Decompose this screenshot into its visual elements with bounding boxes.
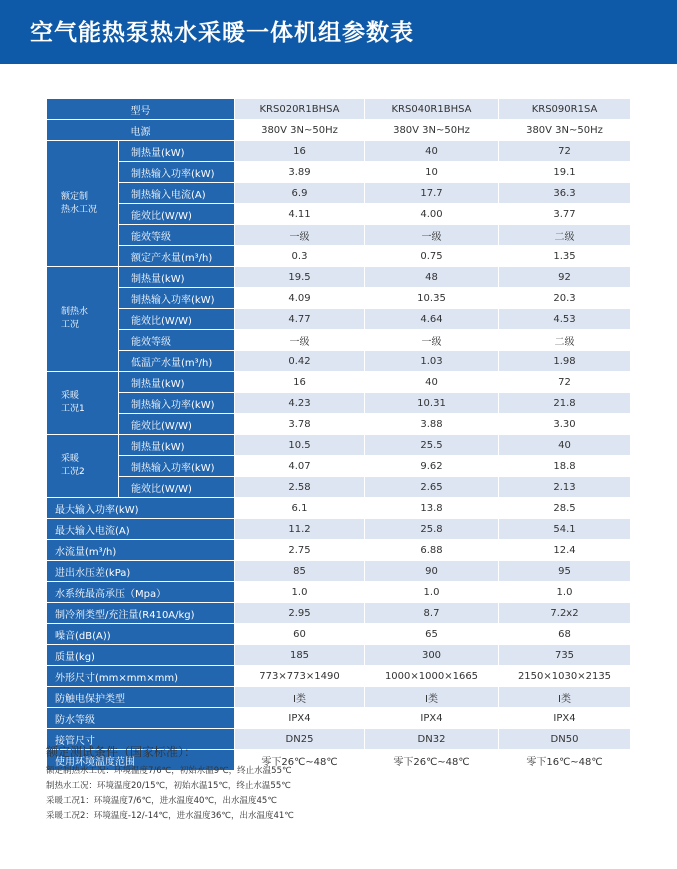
row-group-label: 采暖 工况1 xyxy=(47,372,119,435)
cell-value: 60 xyxy=(235,624,365,645)
row-label: 制冷剂类型/充注量(R410A/kg) xyxy=(47,603,235,624)
table-row xyxy=(47,414,631,435)
row-group-label: 制热水 工况 xyxy=(47,267,119,372)
cell-value: 92 xyxy=(499,267,631,288)
test-condition-line: 采暖工况1：环境温度7/6℃，进水温度40℃，出水温度45℃ xyxy=(46,796,277,806)
cell-value: 65 xyxy=(365,624,499,645)
cell-value: 1.98 xyxy=(499,351,631,372)
cell-value: 3.30 xyxy=(499,414,631,435)
row-label: 制热量(kW) xyxy=(119,435,235,456)
power-value: 380V 3N~50Hz xyxy=(235,120,365,141)
cell-value: 4.23 xyxy=(235,393,365,414)
cell-value: 2.95 xyxy=(235,603,365,624)
power-label: 电源 xyxy=(47,120,235,141)
table-row xyxy=(47,603,631,624)
cell-value: 21.8 xyxy=(499,393,631,414)
spec-table xyxy=(46,98,631,771)
cell-value: 25.5 xyxy=(365,435,499,456)
table-row xyxy=(47,561,631,582)
cell-value: 735 xyxy=(499,645,631,666)
row-group-label: 采暖 工况2 xyxy=(47,435,119,498)
table-row xyxy=(47,708,631,729)
cell-value: 10.5 xyxy=(235,435,365,456)
row-label: 制热输入电流(A) xyxy=(119,183,235,204)
model-label: 型号 xyxy=(47,99,235,120)
cell-value: 54.1 xyxy=(499,519,631,540)
cell-value: DN25 xyxy=(235,729,365,750)
cell-value: 10.35 xyxy=(365,288,499,309)
model-name: KRS090R1SA xyxy=(499,99,631,120)
cell-value: 72 xyxy=(499,141,631,162)
row-label: 能效比(W/W) xyxy=(119,414,235,435)
cell-value: IPX4 xyxy=(365,708,499,729)
cell-value: DN32 xyxy=(365,729,499,750)
model-name: KRS040R1BHSA xyxy=(365,99,499,120)
cell-value: 1.0 xyxy=(235,582,365,603)
cell-value: 68 xyxy=(499,624,631,645)
cell-value: 0.75 xyxy=(365,246,499,267)
cell-value: 3.89 xyxy=(235,162,365,183)
cell-value: 7.2x2 xyxy=(499,603,631,624)
title-banner xyxy=(0,0,677,64)
cell-value: 773×773×1490 xyxy=(235,666,365,687)
row-label: 制热输入功率(kW) xyxy=(119,288,235,309)
cell-value: 12.4 xyxy=(499,540,631,561)
cell-value: 11.2 xyxy=(235,519,365,540)
table-row xyxy=(47,330,631,351)
row-label: 能效比(W/W) xyxy=(119,204,235,225)
cell-value: 二级 xyxy=(499,225,631,246)
row-label: 能效比(W/W) xyxy=(119,309,235,330)
cell-value: 4.53 xyxy=(499,309,631,330)
cell-value: 2.75 xyxy=(235,540,365,561)
cell-value: 3.78 xyxy=(235,414,365,435)
table-row xyxy=(47,435,631,456)
row-label: 最大输入电流(A) xyxy=(47,519,235,540)
cell-value: 16 xyxy=(235,141,365,162)
cell-value: 17.7 xyxy=(365,183,499,204)
table-row xyxy=(47,456,631,477)
cell-value: 4.09 xyxy=(235,288,365,309)
cell-value: 300 xyxy=(365,645,499,666)
cell-value: 零下26℃~48℃ xyxy=(235,750,365,771)
table-row xyxy=(47,288,631,309)
table-row xyxy=(47,393,631,414)
cell-value: 0.42 xyxy=(235,351,365,372)
cell-value: 4.00 xyxy=(365,204,499,225)
row-label: 制热量(kW) xyxy=(119,372,235,393)
table-row xyxy=(47,351,631,372)
cell-value: 1.0 xyxy=(365,582,499,603)
cell-value: 6.88 xyxy=(365,540,499,561)
test-condition-line: 采暖工况2：环境温度-12/-14℃，进水温度36℃，出水温度41℃ xyxy=(46,811,294,821)
power-value: 380V 3N~50Hz xyxy=(365,120,499,141)
row-label: 接管尺寸 xyxy=(47,729,235,750)
model-name: KRS020R1BHSA xyxy=(235,99,365,120)
cell-value: 40 xyxy=(365,141,499,162)
table-row xyxy=(47,666,631,687)
table-header-row xyxy=(47,99,631,120)
row-label: 能效等级 xyxy=(119,330,235,351)
cell-value: 10 xyxy=(365,162,499,183)
cell-value: 9.62 xyxy=(365,456,499,477)
table-row xyxy=(47,540,631,561)
table-row xyxy=(47,687,631,708)
row-label: 噪音(dB(A)) xyxy=(47,624,235,645)
cell-value: IPX4 xyxy=(235,708,365,729)
table-row xyxy=(47,645,631,666)
cell-value: 16 xyxy=(235,372,365,393)
table-row xyxy=(47,246,631,267)
row-group-label: 额定制 热水工况 xyxy=(47,141,119,267)
cell-value: 36.3 xyxy=(499,183,631,204)
cell-value: 25.8 xyxy=(365,519,499,540)
cell-value: 2.65 xyxy=(365,477,499,498)
cell-value: 85 xyxy=(235,561,365,582)
row-label: 制热输入功率(kW) xyxy=(119,456,235,477)
power-value: 380V 3N~50Hz xyxy=(499,120,631,141)
row-label: 使用环境温度范围 xyxy=(47,750,235,771)
table-row xyxy=(47,498,631,519)
table-row xyxy=(47,582,631,603)
row-label: 能效比(W/W) xyxy=(119,477,235,498)
row-label: 额定产水量(m³/h) xyxy=(119,246,235,267)
row-label: 制热量(kW) xyxy=(119,141,235,162)
cell-value: 185 xyxy=(235,645,365,666)
table-row xyxy=(47,309,631,330)
cell-value: 28.5 xyxy=(499,498,631,519)
row-label: 制热输入功率(kW) xyxy=(119,162,235,183)
table-row xyxy=(47,183,631,204)
row-label: 最大输入功率(kW) xyxy=(47,498,235,519)
cell-value: 1000×1000×1665 xyxy=(365,666,499,687)
cell-value: 72 xyxy=(499,372,631,393)
row-label: 外形尺寸(mm×mm×mm) xyxy=(47,666,235,687)
row-label: 制热量(kW) xyxy=(119,267,235,288)
table-row xyxy=(47,204,631,225)
row-label: 能效等级 xyxy=(119,225,235,246)
cell-value: 18.8 xyxy=(499,456,631,477)
cell-value: IPX4 xyxy=(499,708,631,729)
row-label: 防触电保护类型 xyxy=(47,687,235,708)
cell-value: 95 xyxy=(499,561,631,582)
cell-value: 3.77 xyxy=(499,204,631,225)
row-label: 防水等级 xyxy=(47,708,235,729)
row-label: 制热输入功率(kW) xyxy=(119,393,235,414)
cell-value: 8.7 xyxy=(365,603,499,624)
table-row xyxy=(47,141,631,162)
cell-value: 4.64 xyxy=(365,309,499,330)
table-row xyxy=(47,519,631,540)
cell-value: 2150×1030×2135 xyxy=(499,666,631,687)
cell-value: 90 xyxy=(365,561,499,582)
cell-value: 13.8 xyxy=(365,498,499,519)
row-label: 质量(kg) xyxy=(47,645,235,666)
test-conditions-title: 额定测试条件（国家标准）： xyxy=(46,745,197,759)
cell-value: 二级 xyxy=(499,330,631,351)
table-row xyxy=(47,267,631,288)
test-condition-line: 制热水工况：环境温度20/15℃，初始水温15℃，终止水温55℃ xyxy=(46,781,291,791)
row-label: 水系统最高承压（Mpa） xyxy=(47,582,235,603)
cell-value: DN50 xyxy=(499,729,631,750)
cell-value: 一级 xyxy=(235,225,365,246)
table-row xyxy=(47,120,631,141)
cell-value: 19.1 xyxy=(499,162,631,183)
cell-value: 6.1 xyxy=(235,498,365,519)
table-row xyxy=(47,624,631,645)
table-row xyxy=(47,372,631,393)
cell-value: 2.58 xyxy=(235,477,365,498)
cell-value: 一级 xyxy=(235,330,365,351)
cell-value: 48 xyxy=(365,267,499,288)
cell-value: 一级 xyxy=(365,330,499,351)
cell-value: 0.3 xyxy=(235,246,365,267)
cell-value: 10.31 xyxy=(365,393,499,414)
row-label: 水流量(m³/h) xyxy=(47,540,235,561)
page-title: 空气能热泵热水采暖一体机组参数表 xyxy=(30,20,414,46)
cell-value: 1.35 xyxy=(499,246,631,267)
cell-value: 零下16℃~48℃ xyxy=(499,750,631,771)
cell-value: 3.88 xyxy=(365,414,499,435)
spec-table-body xyxy=(47,99,631,771)
cell-value: 零下26℃~48℃ xyxy=(365,750,499,771)
cell-value: 4.77 xyxy=(235,309,365,330)
table-row xyxy=(47,477,631,498)
cell-value: 19.5 xyxy=(235,267,365,288)
test-condition-line: 额定制热水工况：环境温度7/6℃，初始水温9℃，终止水温55℃ xyxy=(46,766,292,776)
cell-value: 1.03 xyxy=(365,351,499,372)
cell-value: I类 xyxy=(365,687,499,708)
cell-value: 6.9 xyxy=(235,183,365,204)
cell-value: 40 xyxy=(499,435,631,456)
table-row xyxy=(47,162,631,183)
cell-value: 20.3 xyxy=(499,288,631,309)
cell-value: 1.0 xyxy=(499,582,631,603)
cell-value: 2.13 xyxy=(499,477,631,498)
table-row xyxy=(47,225,631,246)
row-label: 低温产水量(m³/h) xyxy=(119,351,235,372)
cell-value: 4.11 xyxy=(235,204,365,225)
row-label: 进出水压差(kPa) xyxy=(47,561,235,582)
cell-value: I类 xyxy=(235,687,365,708)
cell-value: 4.07 xyxy=(235,456,365,477)
cell-value: 一级 xyxy=(365,225,499,246)
cell-value: 40 xyxy=(365,372,499,393)
test-conditions xyxy=(46,743,294,824)
cell-value: I类 xyxy=(499,687,631,708)
